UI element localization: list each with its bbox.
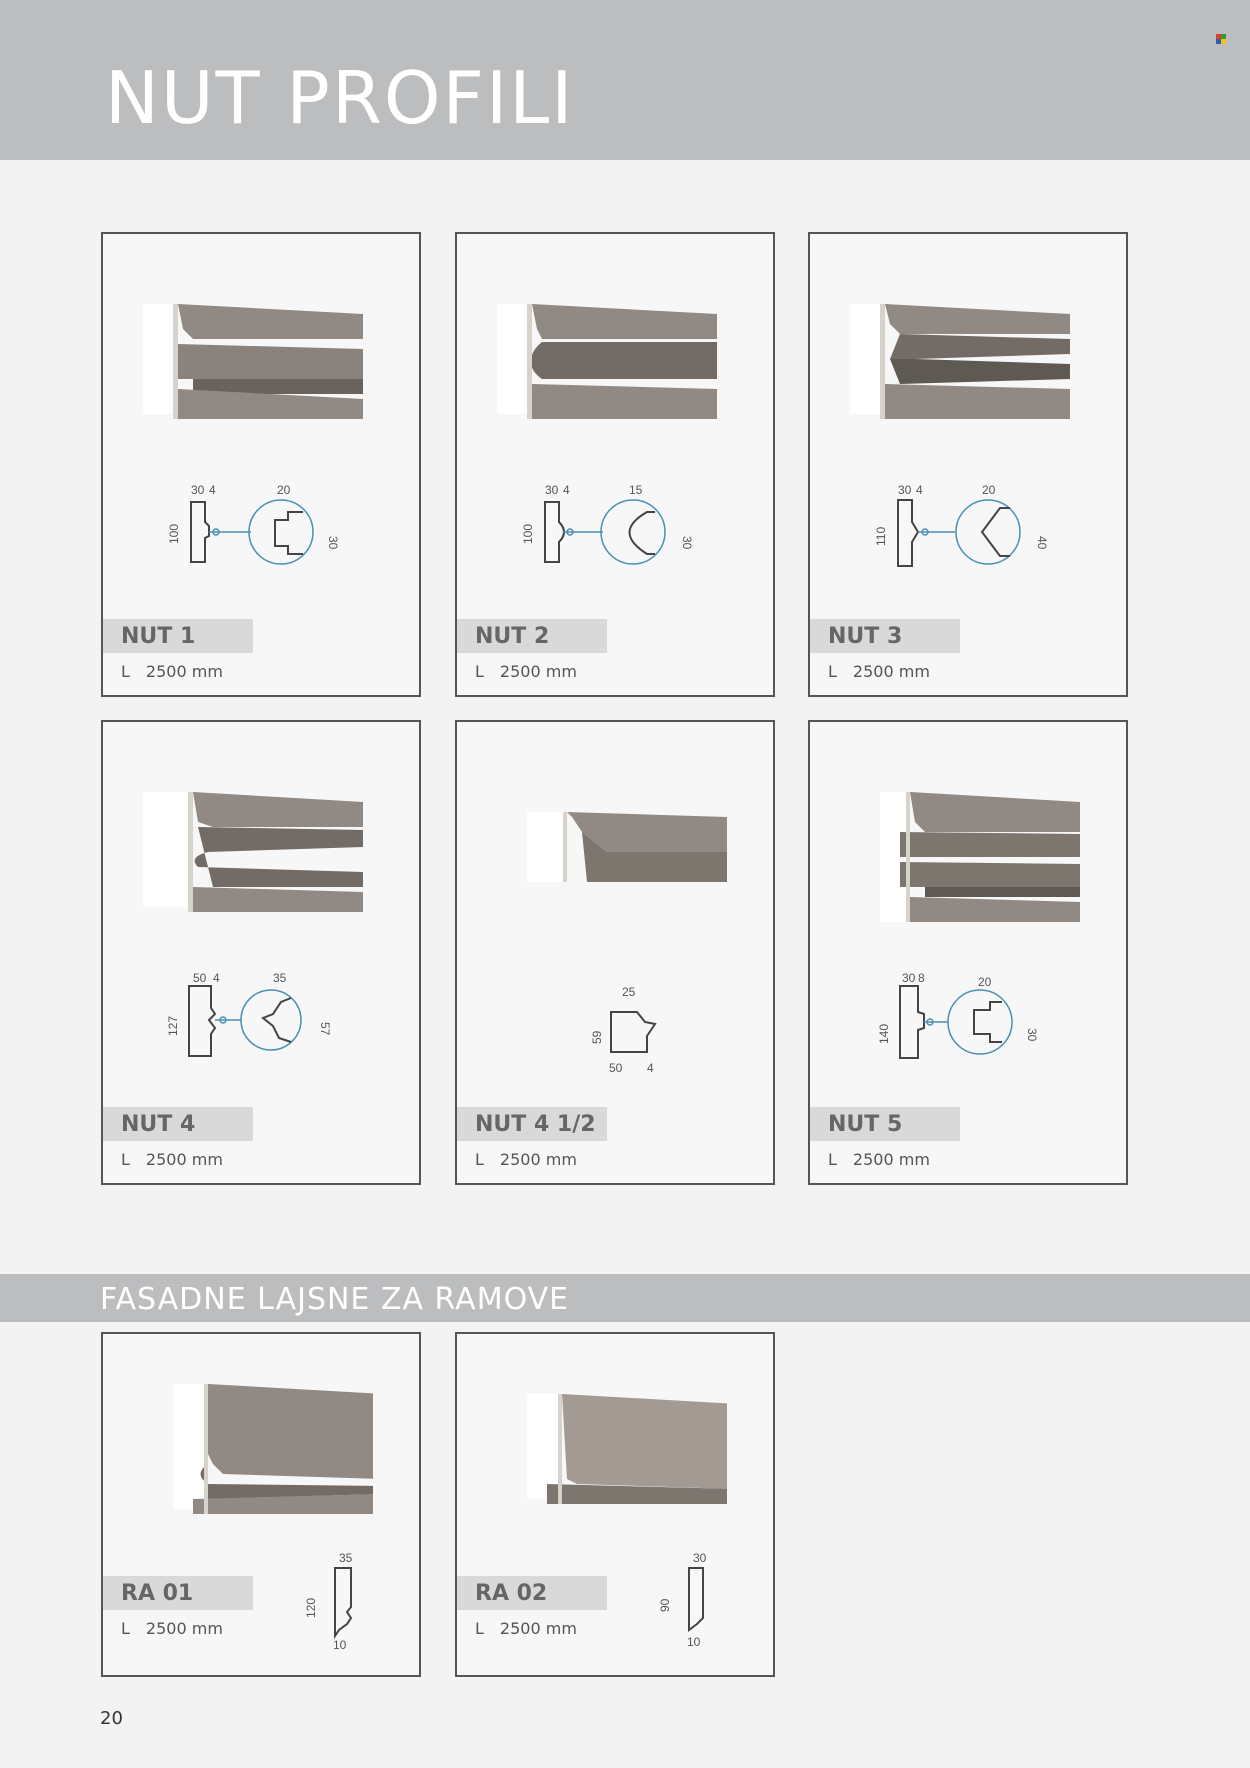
product-card-nut-5[interactable] — [808, 720, 1128, 1185]
profile-photo — [133, 284, 373, 434]
product-length: L 2500 mm — [475, 662, 577, 681]
product-name: NUT 3 — [828, 624, 903, 649]
svg-text:100: 100 — [167, 523, 181, 544]
profile-drawing — [497, 972, 737, 1082]
product-card-nut-4[interactable] — [101, 720, 421, 1185]
profile-drawing — [850, 972, 1090, 1082]
profile-drawing — [850, 484, 1090, 594]
product-length: L 2500 mm — [828, 662, 930, 681]
profile-drawing — [657, 1552, 737, 1652]
product-card-nut-4-1-2[interactable] — [455, 720, 775, 1185]
product-name: RA 02 — [475, 1581, 548, 1606]
svg-text:30: 30 — [191, 484, 205, 497]
svg-text:4: 4 — [213, 972, 220, 985]
product-name-bar — [810, 619, 960, 653]
svg-text:40: 40 — [1035, 536, 1049, 550]
product-length: L 2500 mm — [475, 1619, 577, 1638]
svg-text:30: 30 — [898, 484, 912, 497]
product-name: NUT 1 — [121, 624, 196, 649]
svg-text:30: 30 — [693, 1552, 707, 1565]
product-name-bar — [457, 619, 607, 653]
svg-text:30: 30 — [680, 536, 694, 550]
product-name-bar — [457, 1576, 607, 1610]
svg-text:30: 30 — [1025, 1028, 1039, 1042]
profile-photo — [133, 1374, 373, 1519]
profile-drawing — [143, 972, 383, 1082]
svg-text:90: 90 — [658, 1598, 672, 1612]
svg-text:35: 35 — [273, 972, 287, 985]
svg-text:50: 50 — [609, 1061, 623, 1075]
product-length: L 2500 mm — [475, 1150, 577, 1169]
product-card-ra-02[interactable] — [455, 1332, 775, 1677]
product-length: L 2500 mm — [121, 662, 223, 681]
product-card-nut-1[interactable] — [101, 232, 421, 697]
svg-text:140: 140 — [877, 1023, 891, 1044]
product-name: NUT 5 — [828, 1112, 903, 1137]
profile-drawing — [497, 484, 737, 594]
svg-text:25: 25 — [622, 985, 636, 999]
svg-text:50: 50 — [193, 972, 207, 985]
product-card-nut-3[interactable] — [808, 232, 1128, 697]
product-length: L 2500 mm — [121, 1619, 223, 1638]
svg-text:35: 35 — [339, 1552, 353, 1565]
profile-drawing — [303, 1552, 383, 1652]
brand-mark-icon — [1216, 34, 1226, 44]
svg-text:100: 100 — [521, 523, 535, 544]
product-name-bar — [103, 619, 253, 653]
profile-photo — [840, 284, 1080, 434]
svg-text:15: 15 — [629, 484, 643, 497]
svg-text:127: 127 — [166, 1015, 180, 1036]
svg-text:59: 59 — [590, 1030, 604, 1044]
section-header — [0, 1274, 1250, 1322]
page-number: 20 — [100, 1708, 123, 1729]
product-name-bar — [103, 1107, 253, 1141]
product-length: L 2500 mm — [121, 1150, 223, 1169]
svg-text:120: 120 — [304, 1597, 318, 1618]
svg-text:30: 30 — [326, 536, 340, 550]
svg-text:110: 110 — [874, 526, 888, 546]
svg-text:8: 8 — [918, 972, 925, 985]
product-name-bar — [810, 1107, 960, 1141]
svg-text:20: 20 — [277, 484, 291, 497]
profile-photo — [487, 1374, 727, 1519]
page-header — [0, 0, 1250, 160]
svg-text:10: 10 — [687, 1635, 701, 1649]
svg-text:30: 30 — [902, 972, 916, 985]
product-card-ra-01[interactable] — [101, 1332, 421, 1677]
product-length: L 2500 mm — [828, 1150, 930, 1169]
svg-text:57: 57 — [318, 1022, 332, 1036]
product-name-bar — [457, 1107, 607, 1141]
svg-text:30: 30 — [545, 484, 559, 497]
product-name: RA 01 — [121, 1581, 194, 1606]
section-title: FASADNE LAJSNE ZA RAMOVE — [100, 1282, 570, 1317]
svg-text:20: 20 — [982, 484, 996, 497]
page-title: NUT PROFILI — [105, 56, 575, 140]
product-name: NUT 2 — [475, 624, 550, 649]
svg-text:4: 4 — [916, 484, 923, 497]
svg-text:20: 20 — [978, 975, 992, 989]
profile-photo — [133, 772, 373, 922]
profile-photo — [840, 772, 1080, 922]
profile-photo — [487, 772, 727, 922]
profile-photo — [487, 284, 727, 434]
product-name: NUT 4 — [121, 1112, 196, 1137]
svg-text:4: 4 — [563, 484, 570, 497]
svg-text:4: 4 — [209, 484, 216, 497]
profile-drawing — [143, 484, 383, 594]
svg-text:4: 4 — [647, 1061, 654, 1075]
product-name: NUT 4 1/2 — [475, 1112, 596, 1137]
product-name-bar — [103, 1576, 253, 1610]
product-card-nut-2[interactable] — [455, 232, 775, 697]
svg-text:10: 10 — [333, 1638, 347, 1652]
